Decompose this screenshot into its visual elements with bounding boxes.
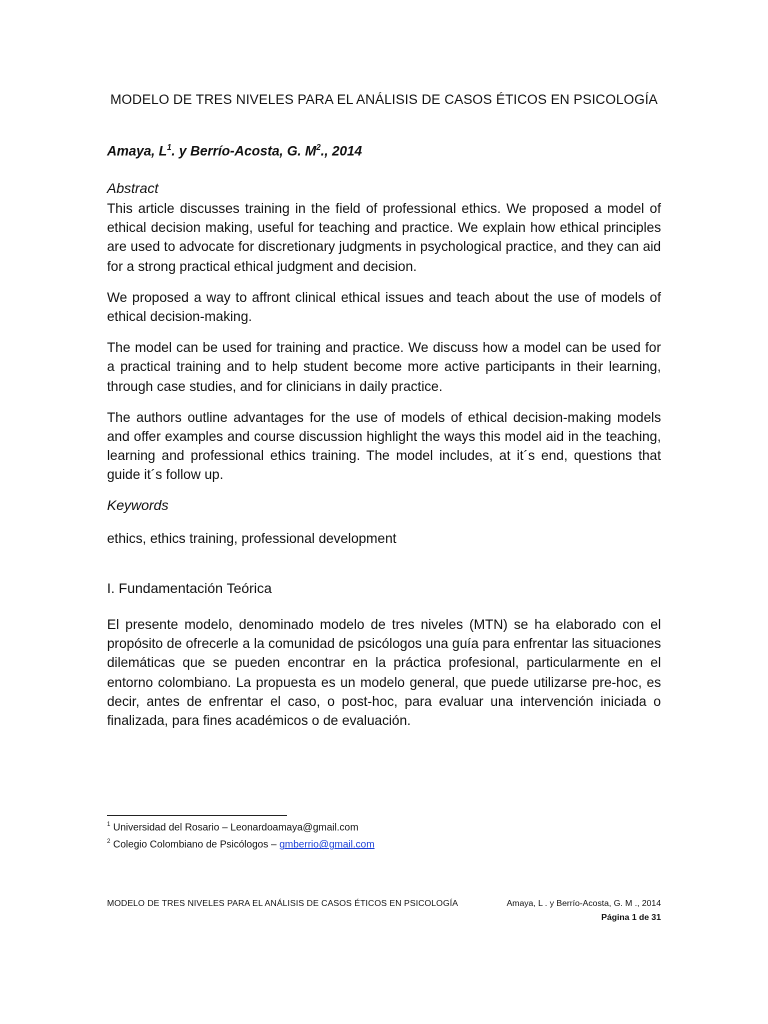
section-paragraph: El presente modelo, denominado modelo de tres niveles (MTN) se ha elaborado con el propósito de ofrecerle a la comunidad de psicólogos una guía para enfrentar las situaciones dilemáticas que se pueden encontrar en la práctica profesional, particularmente en el entorno colombiano. La propuesta es un modelo general, que puede utilizarse pre-hoc, es decir, antes de enfrentar el caso, o post-hoc, para evaluar una intervención iniciada o finalizada, para fines académicos o de evaluación. <box>107 617 661 729</box>
footnote-divider <box>107 815 287 816</box>
abstract-heading: Abstract <box>107 180 159 196</box>
footnote-1-mark: 1 <box>107 822 111 828</box>
footer-running-title: MODELO DE TRES NIVELES PARA EL ANÁLISIS DE CASOS ÉTICOS EN PSICOLOGÍA <box>107 898 459 908</box>
footnote-2-email-link[interactable]: gmberrio@gmail.com <box>279 839 375 851</box>
footnote-2-mark: 2 <box>107 839 111 845</box>
footer-author-citation: Amaya, L . y Berrío-Acosta, G. M ., 2014 <box>506 898 661 908</box>
abstract-paragraph: The model can be used for training and practice. We discuss how a model can be used for a practical training and to help student become more active participants in their learning, through case studies, and for clinicians in daily practice. <box>107 340 661 394</box>
abstract-paragraph: The authors outline advantages for the use of models of ethical decision-making models and offer examples and course discussion highlight the ways this model aid in the teaching, learning and professional ethics training. The model includes, at it´s end, questions that guide it´s follow up. <box>107 409 661 483</box>
footer-page-number: Página 1 de 31 <box>601 912 661 922</box>
author-2: . y Berrío-Acosta, G. M <box>171 143 317 159</box>
abstract-paragraph: This article discusses training in the field of professional ethics. We proposed a model of ethical decision making, useful for teaching and practice. We explain how ethical principles are used to advocate for discretionary judgments in psychological practice, and they can aid for a strong practical ethical judgment and decision. <box>107 201 661 274</box>
footnote-2-text: Colegio Colombiano de Psicólogos – <box>110 839 280 851</box>
footnote-1-text: Universidad del Rosario – Leonardoamaya@gmail.com <box>110 822 359 834</box>
keywords-text: ethics, ethics training, professional development <box>107 531 397 546</box>
section-heading: I. Fundamentación Teórica <box>107 580 272 596</box>
author-1-footnote-mark: 1 <box>167 143 172 152</box>
keywords-heading: Keywords <box>107 497 169 513</box>
footnote-1 <box>107 822 358 833</box>
footnote-2 <box>107 839 375 850</box>
abstract-body <box>107 199 661 497</box>
abstract-paragraph: We proposed a way to affront clinical ethical issues and teach about the use of models of ethical decision-making. <box>107 289 661 325</box>
author-2-footnote-mark: 2 <box>316 143 321 152</box>
author-1: Amaya, L <box>107 143 168 159</box>
document-title: MODELO DE TRES NIVELES PARA EL ANÁLISIS DE CASOS ÉTICOS EN PSICOLOGÍA <box>110 92 658 107</box>
author-year: ., 2014 <box>320 143 363 159</box>
author-line <box>107 143 362 159</box>
